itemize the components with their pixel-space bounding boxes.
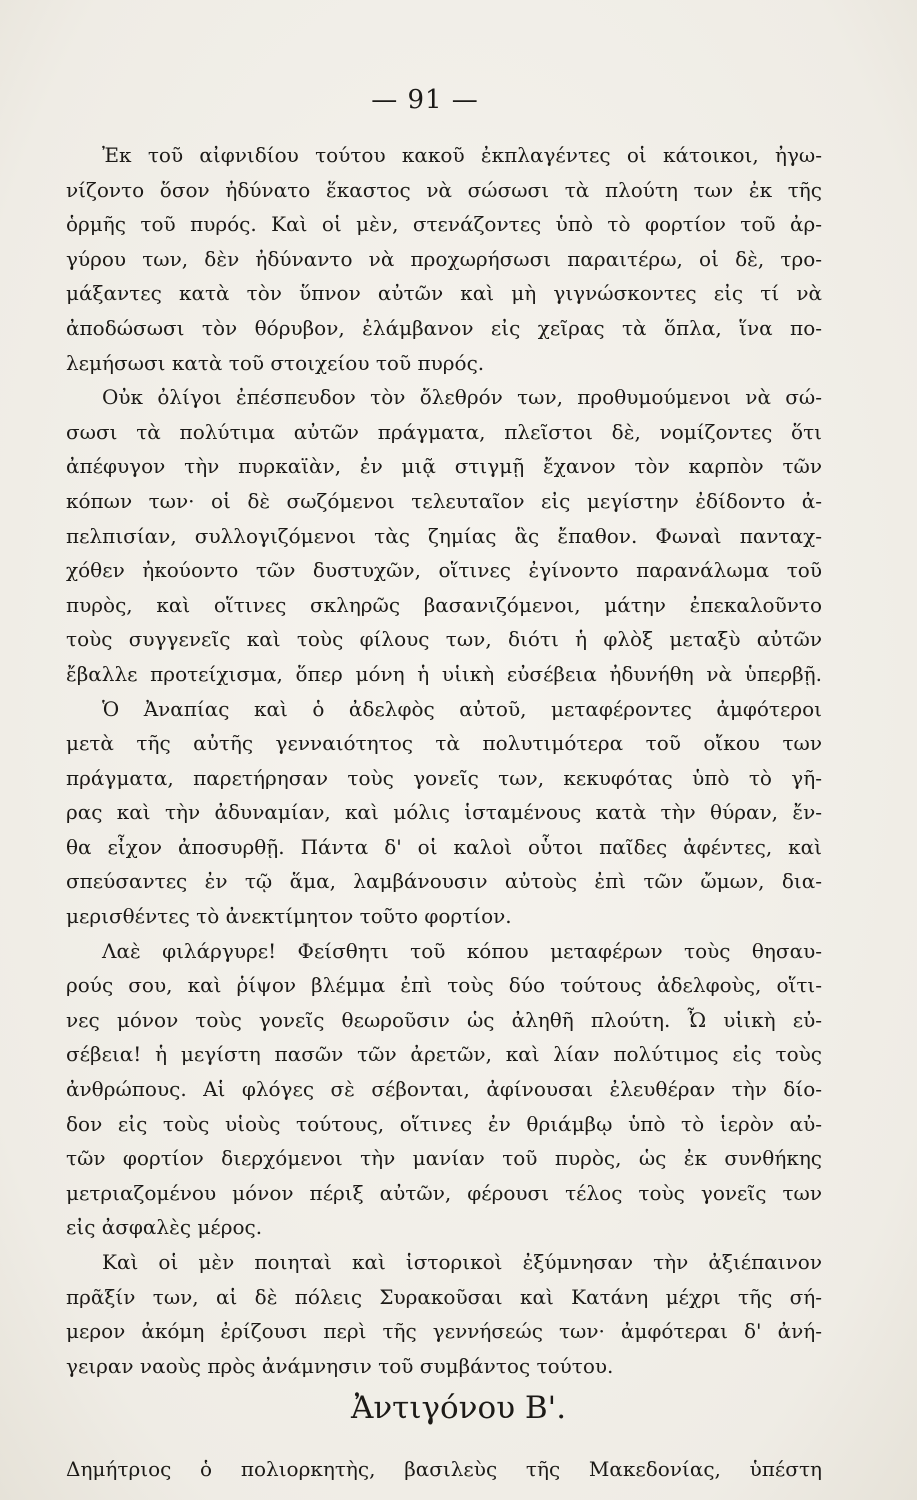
text-line: μετριαζομένου μόνον πέριξ αὐτῶν, φέρουσι τέλος τοὺς γονεῖς των — [66, 1180, 822, 1205]
text-line: εἰς ἀσφαλὲς μέρος. — [66, 1215, 263, 1240]
text-line: ρας καὶ τὴν ἀδυναμίαν, καὶ μόλις ἱσταμένους κατὰ τὴν θύραν, ἔν- — [66, 800, 822, 825]
text-line: ρούς σου, καὶ ῥίψον βλέμμα ἐπὶ τοὺς δύο τούτους ἀδελφοὺς, οἵτι- — [66, 973, 822, 998]
text-line: μερον ἀκόμη ἐρίζουσι περὶ τῆς γεννήσεώς των· ἀμφότεραι δ' ἀνή- — [66, 1319, 822, 1344]
text-line: Ἐκ τοῦ αἰφνιδίου τούτου κακοῦ ἐκπλαγέντες οἱ κάτοικοι, ἠγω- — [102, 143, 822, 167]
paragraph — [66, 138, 822, 380]
text-line: σπεύσαντες ἐν τῷ ἅμα, λαμβάνουσιν αὐτοὺς ἐπὶ τῶν ὤμων, δια- — [66, 869, 822, 894]
section-first-line: Δημήτριος ὁ πολιορκητὴς, βασιλεὺς τῆς Μακεδονίας, ὑπέστη — [66, 1457, 822, 1481]
text-line: Λαὲ φιλάργυρε! Φείσθητι τοῦ κόπου μεταφέρων τοὺς θησαυ- — [102, 938, 822, 963]
text-line: νες μόνον τοὺς γονεῖς θεωροῦσιν ὡς ἀληθῆ πλούτη. Ὦ υἱικὴ εὐ- — [66, 1007, 822, 1032]
section-heading: Ἀντιγόνου Β'. — [350, 1390, 567, 1426]
text-line: δον εἰς τοὺς υἱοὺς τούτους, οἵτινες ἐν θριάμβῳ ὑπὸ τὸ ἱερὸν αὐ- — [66, 1111, 822, 1136]
paragraph — [66, 934, 822, 1245]
text-line: πρᾶξίν των, αἱ δὲ πόλεις Συρακοῦσαι καὶ Κατάνη μέχρι τῆς σή- — [66, 1284, 822, 1309]
text-line: τῶν φορτίον διερχόμενοι τὴν μανίαν τοῦ πυρὸς, ὡς ἐκ συνθήκης — [66, 1146, 822, 1171]
text-line: νίζοντο ὅσον ἠδύνατο ἕκαστος νὰ σώσωσι τὰ πλούτη των ἐκ τῆς — [66, 177, 822, 202]
text-line: μάξαντες κατὰ τὸν ὕπνον αὐτῶν καὶ μὴ γιγνώσκοντες εἰς τί νὰ — [66, 281, 822, 306]
text-line: γειραν ναοὺς πρὸς ἀνάμνησιν τοῦ συμβάντος τούτου. — [66, 1353, 614, 1378]
text-line: μερισθέντες τὸ ἀνεκτίμητον τοῦτο φορτίον. — [66, 904, 512, 929]
text-line: πυρὸς, καὶ οἵτινες σκληρῶς βασανιζόμενοι, μάτην ἐπεκαλοῦντο — [66, 592, 822, 617]
text-line: γύρου των, δὲν ἠδύναντο νὰ προχωρήσωσι παραιτέρω, οἱ δὲ, τρο- — [66, 246, 822, 271]
paragraph — [66, 1245, 822, 1383]
text-line: Ὁ Ἀναπίας καὶ ὁ ἀδελφὸς αὐτοῦ, μεταφέροντες ἀμφότεροι — [102, 696, 822, 721]
body-text — [66, 138, 822, 1383]
text-line: ἔβαλλε προτείχισμα, ὅπερ μόνη ἡ υἱικὴ εὐσέβεια ἠδυνήθη νὰ ὑπερβῇ. — [66, 661, 822, 686]
text-line: κόπων των· οἱ δὲ σωζόμενοι τελευταῖον εἰς μεγίστην ἐδίδοντο ἀ- — [66, 488, 822, 513]
text-line: τοὺς συγγενεῖς καὶ τοὺς φίλους των, διότι ἡ φλὸξ μεταξὺ αὐτῶν — [66, 627, 822, 652]
text-line: Καὶ οἱ μὲν ποιηταὶ καὶ ἱστορικοὶ ἐξύμνησαν τὴν ἀξιέπαινον — [102, 1250, 822, 1274]
text-line: σέβεια! ἡ μεγίστη πασῶν τῶν ἀρετῶν, καὶ λίαν πολύτιμος εἰς τοὺς — [66, 1042, 822, 1067]
text-line: λεμήσωσι κατὰ τοῦ στοιχείου τοῦ πυρός. — [66, 350, 485, 375]
text-line: χόθεν ἠκούοντο τῶν δυστυχῶν, οἵτινες ἐγίνοντο παρανάλωμα τοῦ — [66, 558, 822, 583]
text-line: θα εἶχον ἀποσυρθῇ. Πάντα δ' οἱ καλοὶ οὗτοι παῖδες ἀφέντες, καὶ — [66, 834, 822, 859]
text-line: ὁρμῆς τοῦ πυρός. Καὶ οἱ μὲν, στενάζοντες ὑπὸ τὸ φορτίον τοῦ ἀρ- — [66, 212, 822, 237]
text-line: ἀνθρώπους. Αἱ φλόγες σὲ σέβονται, ἀφίνουσαι ἐλευθέραν τὴν δίο- — [66, 1077, 822, 1102]
text-line: ἀπέφυγον τὴν πυρκαϊὰν, ἐν μιᾷ στιγμῇ ἔχανον τὸν καρπὸν τῶν — [66, 454, 822, 479]
text-line: πελπισίαν, συλλογιζόμενοι τὰς ζημίας ἃς ἔπαθον. Φωναὶ πανταχ- — [66, 523, 822, 548]
text-line: ἀποδώσωσι τὸν θόρυβον, ἐλάμβανον εἰς χεῖρας τὰ ὅπλα, ἵνα πο- — [66, 315, 822, 340]
page-number: — 91 — — [371, 85, 479, 115]
text-line: πράγματα, παρετήρησαν τοὺς γονεῖς των, κεκυφότας ὑπὸ τὸ γῆ- — [66, 765, 822, 790]
text-line: μετὰ τῆς αὐτῆς γενναιότητος τὰ πολυτιμότερα τοῦ οἴκου των — [66, 731, 822, 756]
text-line: σωσι τὰ πολύτιμα αὐτῶν πράγματα, πλεῖστοι δὲ, νομίζοντες ὅτι — [66, 419, 822, 444]
paragraph — [66, 692, 822, 934]
paragraph — [66, 380, 822, 691]
text-line: Οὐκ ὀλίγοι ἐπέσπευδον τὸν ὄλεθρόν των, προθυμούμενοι νὰ σώ- — [102, 385, 822, 410]
